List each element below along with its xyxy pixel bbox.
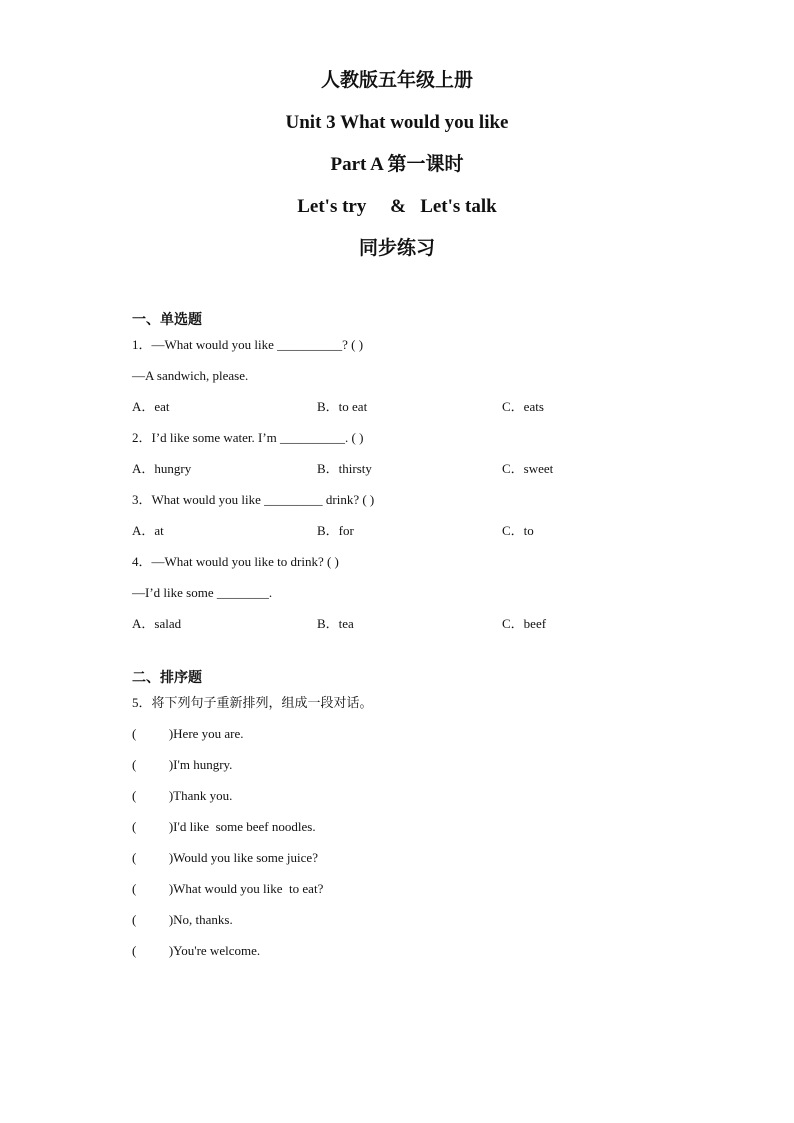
title-part: Part A 第一课时 [330,154,464,175]
question-3-stem: 3．What would you like _________ drink? ( ) [132,492,375,507]
title-practice: 同步练习 [358,238,435,259]
question-1-answer-line: —A sandwich, please. [132,368,249,383]
section-heading-single-choice: 一、单选题 [132,313,202,328]
section-spacer [132,643,692,667]
option-b: B．thirsty [317,461,372,476]
option-a: A．eat [132,399,170,414]
option-a: A．salad [132,616,182,631]
worksheet-content [132,309,692,970]
question-1-stem: 1．—What would you like __________? ( ) [132,337,364,352]
question-4-stem: 4．—What would you like to drink? ( ) [132,554,339,569]
document-title-block [0,64,794,274]
section-heading-ordering: 二、排序题 [132,671,202,686]
question-5-stem: 5．将下列句子重新排列，组成一段对话。 [132,695,373,710]
option-c: C．sweet [502,461,554,476]
ordering-item: ( )Would you like some juice? [132,850,318,865]
option-b: B．for [317,523,354,538]
ordering-item: ( )What would you like to eat? [132,881,324,896]
option-c: C．eats [502,399,544,414]
option-b: B．to eat [317,399,368,414]
option-a: A．hungry [132,461,192,476]
option-c: C．beef [502,616,547,631]
question-4-options [132,612,692,643]
ordering-item: ( )Here you are. [132,726,244,741]
option-b: B．tea [317,616,354,631]
question-3-options [132,519,692,550]
question-2-stem: 2．I’d like some water. I’m __________. ( ) [132,430,364,445]
option-c: C．to [502,523,534,538]
option-a: A．at [132,523,164,538]
ordering-item: ( )No, thanks. [132,912,233,927]
question-4-answer-line: —I’d like some ________. [132,585,273,600]
question-2-options [132,457,692,488]
question-1-options [132,395,692,426]
ordering-item: ( )I'd like some beef noodles. [132,819,316,834]
title-unit: Unit 3 What would you like [285,112,509,133]
ordering-item: ( )Thank you. [132,788,233,803]
ordering-item: ( )You're welcome. [132,943,261,958]
ordering-item: ( )I'm hungry. [132,757,233,772]
title-textbook: 人教版五年级上册 [320,70,473,91]
title-lesson: Let's try & Let's talk [297,196,497,217]
